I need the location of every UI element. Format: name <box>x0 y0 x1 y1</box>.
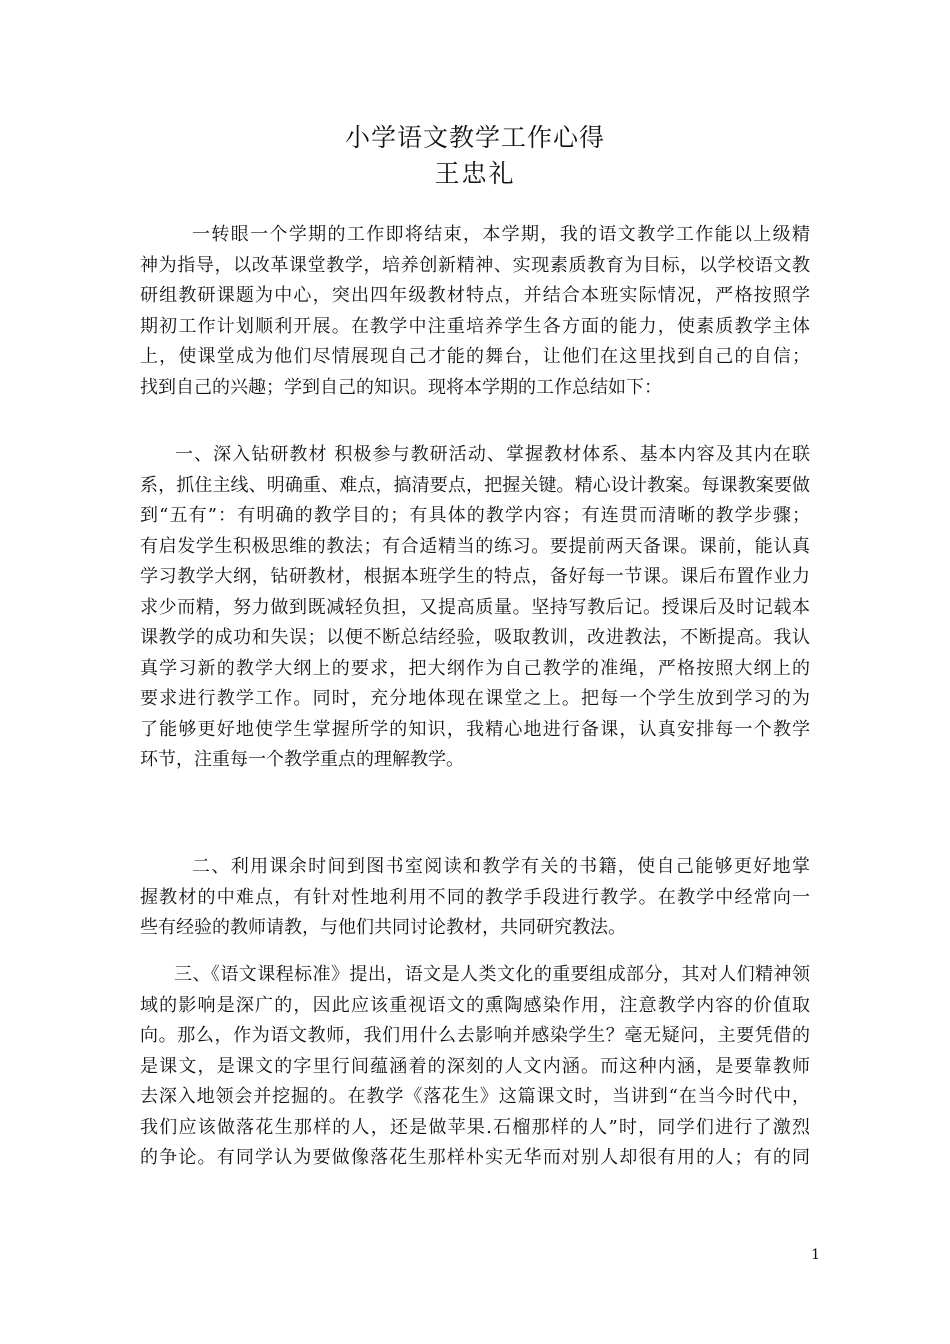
paragraph-line: 环节，注重每一个教学重点的理解教学。 <box>140 749 464 770</box>
paragraph-line: 求少而精，努力做到既减轻负担，又提高质量。坚持写教后记。授课后及时记载本 <box>140 596 810 618</box>
document-title: 小学语文教学工作心得 <box>344 123 605 152</box>
paragraph-section-two <box>140 852 810 944</box>
paragraph-line: 是课文，是课文的字里行间蕴涵着的深刻的人文内涵。而这种内涵，是要靠教师 <box>140 1055 810 1077</box>
paragraph-line: 握教材的中难点，有针对性地利用不同的教学手段进行教学。在教学中经常向一 <box>140 886 810 908</box>
paragraph-section-three <box>140 960 810 1174</box>
paragraph-line: 了能够更好地使学生掌握所学的知识，我精心地进行备课，认真安排每一个教学 <box>140 718 810 740</box>
paragraph-line: 神为指导，以改革课堂教学，培养创新精神、实现素质教育为目标，以学校语文教 <box>140 254 810 276</box>
paragraph-line: 些有经验的教师请教，与他们共同讨论教材，共同研究教法。 <box>140 917 626 938</box>
paragraph-line: 去深入地领会并挖掘的。在教学《落花生》这篇课文时，当讲到“在当今时代中， <box>140 1086 810 1107</box>
paragraph-line: 到“五有”：有明确的教学目的；有具体的教学内容；有连贯而清晰的教学步骤； <box>140 505 810 526</box>
paragraph-line: 要求进行教学工作。同时，充分地体现在课堂之上。把每一个学生放到学习的为 <box>140 688 810 709</box>
paragraph-line: 有启发学生积极思维的教法；有合适精当的练习。要提前两天备课。课前，能认真 <box>140 535 810 557</box>
paragraph-line: 的争论。有同学认为要做像落花生那样朴实无华而对别人却很有用的人；有的同 <box>140 1147 810 1168</box>
document-author: 王忠礼 <box>434 159 516 188</box>
paragraph-line: 期初工作计划顺利开展。在教学中注重培养学生各方面的能力，使素质教学主体 <box>140 315 810 337</box>
paragraph-line: 找到自己的兴趣；学到自己的知识。现将本学期的工作总结如下： <box>140 376 662 398</box>
paragraph-line: 一、深入钻研教材 积极参与教研活动、掌握教材体系、基本内容及其内在联 <box>175 444 810 465</box>
paragraph-line: 我们应该做落花生那样的人，还是做苹果.石榴那样的人”时，同学们进行了激烈 <box>140 1116 810 1138</box>
paragraph-line: 三、《语文课程标准》提出，语文是人类文化的重要组成部分，其对人们精神领 <box>174 964 810 985</box>
page-number: 1 <box>811 1247 820 1263</box>
paragraph-line: 研组教研课题为中心，突出四年级教材特点，并结合本班实际情况，严格按照学 <box>140 285 810 306</box>
paragraph-line: 真学习新的教学大纲上的要求，把大纲作为自己教学的准绳，严格按照大纲上的 <box>140 657 810 679</box>
paragraph-line: 学习教学大纲，钻研教材，根据本班学生的特点，备好每一节课。课后布置作业力 <box>140 566 810 587</box>
paragraph-line: 系，抓住主线、明确重、难点，搞清要点，把握关键。精心设计教案。每课教案要做 <box>140 474 810 496</box>
paragraph-line: 域的影响是深广的，因此应该重视语文的熏陶感染作用，注意教学内容的价值取 <box>140 994 810 1016</box>
paragraph-section-one <box>140 440 810 776</box>
paragraph-line: 二、利用课余时间到图书室阅读和教学有关的书籍，使自己能够更好地掌 <box>192 856 810 877</box>
paragraph-intro <box>140 220 810 403</box>
paragraph-line: 课教学的成功和失误；以便不断总结经验，吸取教训，改进教法，不断提高。我认 <box>140 627 810 648</box>
paragraph-line: 向。那么，作为语文教师，我们用什么去影响并感染学生？毫无疑问，主要凭借的 <box>140 1025 810 1046</box>
paragraph-line: 一转眼一个学期的工作即将结束，本学期，我的语文教学工作能以上级精 <box>192 224 810 245</box>
paragraph-line: 上，使课堂成为他们尽情展现自己才能的舞台，让他们在这里找到自己的自信； <box>140 346 810 367</box>
